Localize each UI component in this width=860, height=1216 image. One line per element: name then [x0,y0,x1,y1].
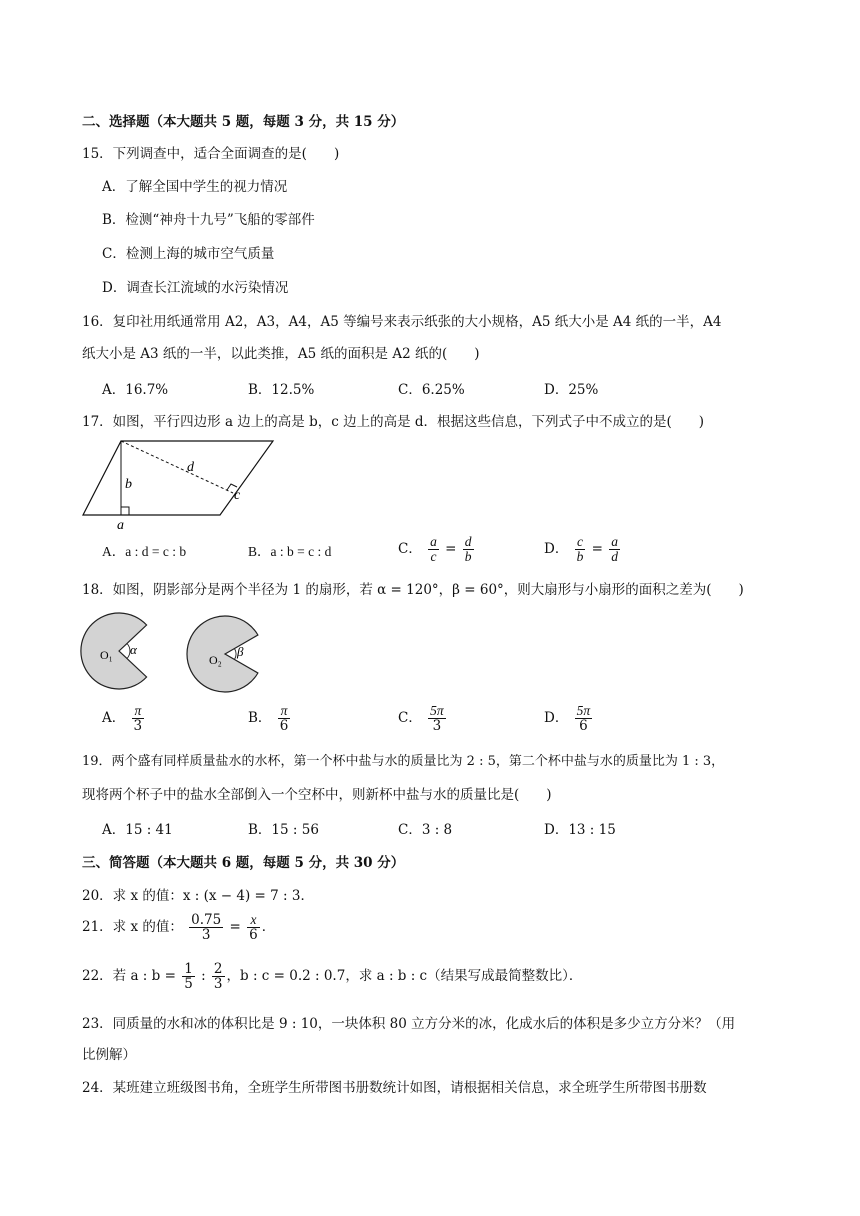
q18-option-a-fraction [132,704,145,733]
q17-option-a: A．a : d = c : b [102,544,187,559]
small-sector-shape [187,616,258,692]
beta-label: β [237,644,244,659]
label-d: d [187,460,194,475]
q18-option-c [398,704,448,733]
denominator: 3 [201,927,211,943]
q17-option-d: D． $\frac{c}{b}$ = $\frac{a}{d}$ [544,534,619,564]
center-o2-label: O₂ [209,653,222,667]
q18-option-c-fraction [428,704,446,733]
parallelogram-figure [78,436,278,532]
q16-option-c: C．6.25% [398,382,465,398]
q15-stem: 15．下列调查中，适合全面调查的是( ) [82,146,340,162]
q21-suffix: ． [261,919,276,935]
denominator: 6 [279,718,289,734]
label-b: b [125,477,132,492]
q20-text: 20．求 x 的值：x : (x − 4) = 7 : 3． [82,888,314,904]
q21-text: 21．求 x 的值： $\frac{0.75}{3}$ = $\frac{x}{6}$ ． [82,912,276,943]
sector-beta-figure [185,614,267,696]
numerator: c [577,534,583,549]
angle-beta-arc [235,649,236,660]
q19-line-2: 现将两个杯子中的盐水全部倒入一个空杯中，则新杯中盐与水的质量比是( ) [82,787,552,803]
q18-option-b-label: B． [248,710,272,726]
denominator: 3 [432,718,442,734]
q19-option-d: D．13 : 15 [544,822,616,838]
denominator: 6 [249,927,258,943]
q17-option-b: B．a : b = c : d [248,544,332,559]
center-o1-label: O₁ [100,648,113,662]
numerator: 2 [213,961,223,977]
denominator: 5 [184,976,193,992]
sector-alpha-figure [78,610,160,692]
q17-option-c-fraction-1 [428,535,439,564]
q21-fraction-left [189,913,223,942]
denominator: 3 [213,976,223,992]
denominator: b [464,549,472,564]
q17-option-d-fraction-2 [609,535,620,564]
q16-line-1: 16．复印社用纸通常用 A2，A3，A4，A5 等编号来表示纸张的大小规格，A5 纸大小是 A4 纸的一半，A4 [82,314,722,330]
q18-option-d-label: D． [544,710,569,726]
q24-line-1: 24．某班建立班级图书角，全班学生所带图书册数统计如图，请根据相关信息，求全班学生所带图书册数 [82,1080,707,1096]
numerator: a [430,534,437,549]
numerator: 5π [576,703,591,718]
right-angle-mark-a [121,507,129,515]
q17-option-d-fraction-1 [575,535,586,564]
numerator: x [250,912,257,927]
q23-line-2: 比例解） [82,1047,136,1063]
q17-option-c-fraction-2 [463,535,474,564]
q18-option-a-label: A． [102,710,126,726]
numerator: π [134,703,142,718]
q19-option-c: C．3 : 8 [398,822,453,838]
numerator: 5π [430,703,444,718]
numerator: 1 [184,961,193,977]
numerator: a [611,534,619,549]
q18-option-d [544,704,594,733]
q22-text: 22．若 a : b = $\frac{1}{5}$ : $\frac{2}{3}$ ，b : c = 0.2 : 0.7，求 a : b : c（结果写成最简整数比）． [82,961,583,992]
q22-fraction-1 [182,962,195,991]
q18-option-b [248,704,292,733]
q16-option-b: B．12.5% [248,382,315,398]
q18-option-a [102,704,146,733]
q16-option-a: A．16.7% [102,382,169,398]
q15-option-d: D．调查长江流域的水污染情况 [102,280,289,296]
q15-option-b: B．检测“神舟十九号”飞船的零部件 [102,212,315,228]
q21-prefix: 21．求 x 的值： [82,919,183,935]
denominator: d [611,549,619,564]
label-c: c [234,488,241,503]
numerator: 0.75 [191,912,222,928]
numerator: d [464,534,472,549]
q17-option-d-label: D． [544,541,569,557]
q16-option-d: D．25% [544,382,599,398]
numerator: π [280,703,288,718]
denominator: 6 [579,718,588,734]
q18-option-d-fraction [575,704,593,733]
denominator: c [430,549,437,564]
height-d-line [121,441,233,493]
q19-option-b: B．15 : 56 [248,822,319,838]
q16-line-2: 纸大小是 A3 纸的一半，以此类推，A5 纸的面积是 A2 纸的( ) [82,346,480,362]
q17-option-c-label: C． [398,541,422,557]
alpha-label: α [130,642,137,657]
q18-option-c-label: C． [398,710,422,726]
denominator: b [576,549,584,564]
denominator: 3 [133,718,143,734]
q18-option-b-fraction [278,704,291,733]
q23-line-1: 23．同质量的水和冰的体积比是 9 : 10，一块体积 80 立方分米的冰，化成水后的体积是多少立方分米？（用 [82,1016,736,1032]
parallelogram-shape [83,441,273,515]
q22-prefix: 22．若 a : b = [82,968,181,984]
q15-option-a: A．了解全国中学生的视力情况 [102,179,288,195]
q15-option-c: C．检测上海的城市空气质量 [102,246,275,262]
q17-stem: 17．如图，平行四边形 a 边上的高是 b，c 边上的高是 d．根据这些信息，下列式子中不成立的是( ) [82,414,705,430]
q17-option-c: C． $\frac{a}{c}$ = $\frac{d}{b}$ [398,534,472,564]
section-2-title: 二、选择题（本大题共 5 题，每题 3 分，共 15 分） [82,114,405,130]
q22-suffix: ，b : c = 0.2 : 0.7，求 a : b : c（结果写成最简整数比）． [226,968,583,984]
label-a: a [117,518,124,532]
q19-line-1: 19．两个盛有同样质量盐水的水杯，第一个杯中盐与水的质量比为 2 : 5，第二个杯中盐与水的质量比为 1 : 3， [82,754,725,769]
q21-fraction-right [247,913,260,942]
section-3-title: 三、简答题（本大题共 6 题，每题 5 分，共 30 分） [82,855,405,871]
q22-fraction-2 [212,962,225,991]
q18-stem: 18．如图，阴影部分是两个半径为 1 的扇形，若 α = 120°，β = 60°，则大扇形与小扇形的面积之差为( ) [82,582,744,598]
q19-option-a: A．15 : 41 [102,822,173,838]
